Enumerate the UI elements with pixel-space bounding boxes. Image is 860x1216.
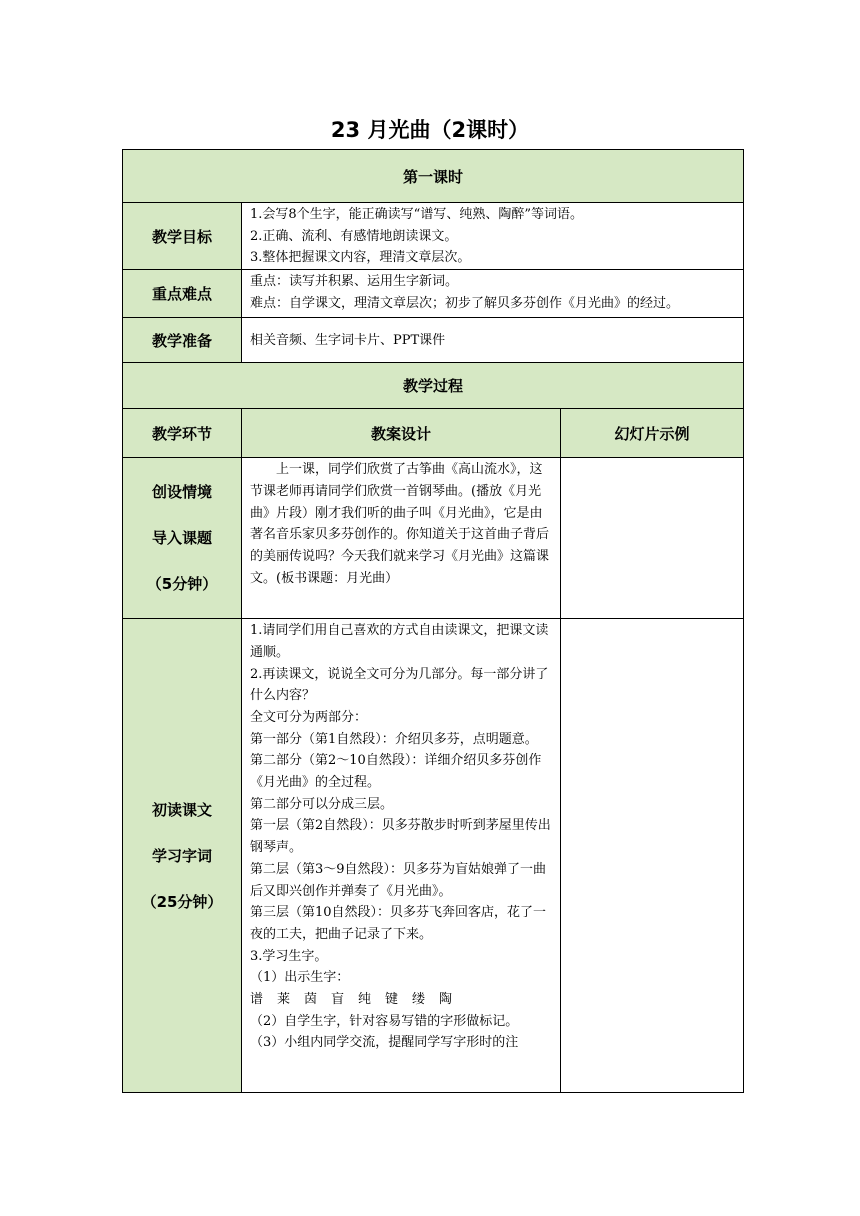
reading-line: 第一部分（第1自然段）：介绍贝多芬，点明题意。 [250,731,538,747]
reading-line: 1.请同学们用自己喜欢的方式自由读课文，把课文读通顺。 [250,623,549,660]
reading-line: （3）小组内同学交流，提醒同学写字形时的注 [250,1035,519,1051]
reading-line: 第三层（第10自然段）：贝多芬飞奔回客店，花了一夜的工夫，把曲子记录了下来。 [250,905,547,942]
keypoints-label: 重点难点 [123,270,242,318]
reading-line: 2.再读课文，说说全文可分为几部分。每一部分讲了什么内容？ [250,666,549,704]
objective-line: 2.正确、流利、有感情地朗读课文。 [250,228,458,244]
new-character: 键 [385,992,399,1008]
stage-design-reading [242,619,561,1093]
new-character: 谱 [250,992,264,1008]
reading-line: （1）出示生字： [250,970,350,986]
new-characters-row [250,989,554,1011]
keypoint-line: 重点：读写并积累、运用生字新词。 [250,274,459,290]
intro-paragraph: 上一课，同学们欣赏了古筝曲《高山流水》，这节课老师再请同学们欣赏一首钢琴曲。(播放《月光曲》片段）刚才我们听的曲子叫《月光曲》，它是由著名音乐家贝多芬创作的。你知道关于这首曲子背后的美丽传说吗？今天我们就来学习《月光曲》这篇课文。(板书课题：月光曲） [250,462,550,586]
column-header-stage: 教学环节 [123,409,242,458]
objectives-content [242,203,744,270]
stage-label-line: 初读课文 [151,800,212,819]
page-title: 23 月光曲（2课时） [330,118,530,142]
prep-text: 相关音频、生字词卡片、PPT课件 [250,332,446,348]
objective-line: 3.整体把握课文内容，理清文章层次。 [250,250,471,266]
keypoint-line: 难点：自学课文，理清文章层次；初步了解贝多芬创作《月光曲》的经过。 [250,295,680,311]
column-header-design: 教案设计 [242,409,561,458]
reading-line: 第二部分可以分成三层。 [250,796,394,812]
stage-label-line: （5分钟） [146,575,218,594]
slide-example-reading [561,619,744,1093]
stage-label-reading [123,619,242,1093]
new-character: 纯 [358,992,372,1008]
column-header-slides: 幻灯片示例 [561,409,744,458]
reading-line: 第二层（第3～9自然段）：贝多芬为盲姑娘弹了一曲后又即兴创作并弹奏了《月光曲》。 [250,861,547,899]
reading-line: 3.学习生字。 [250,948,328,964]
reading-line: 全文可分为两部分： [250,709,368,725]
stage-label-line: 导入课题 [151,529,212,548]
prep-content [242,318,744,363]
objectives-label: 教学目标 [123,203,242,270]
reading-line: （2）自学生字，针对容易写错的字形做标记。 [250,1013,519,1029]
prep-label: 教学准备 [123,318,242,363]
section-header-process: 教学过程 [123,363,744,409]
new-character: 陶 [439,992,453,1008]
stage-label-line: 创设情境 [151,483,212,502]
reading-line: 第二部分（第2～10自然段）：详细介绍贝多芬创作《月光曲》的全过程。 [250,753,542,791]
stage-label-line: 学习字词 [151,846,212,865]
stage-label-intro [123,458,242,619]
new-character: 莱 [277,992,291,1008]
objective-line: 1.会写8个生字，能正确读写“谱写、纯熟、陶醉”等词语。 [250,207,583,222]
stage-label-line: （25分钟） [141,892,223,911]
slide-example-intro [561,458,744,619]
new-character: 茵 [304,992,318,1008]
section-header-first-lesson: 第一课时 [123,150,744,203]
new-character: 缕 [412,992,426,1008]
stage-design-intro [242,458,561,619]
lesson-plan-table [122,149,744,1093]
keypoints-content [242,270,744,318]
new-character: 盲 [331,992,345,1008]
reading-line: 第一层（第2自然段）：贝多芬散步时听到茅屋里传出钢琴声。 [250,818,551,856]
